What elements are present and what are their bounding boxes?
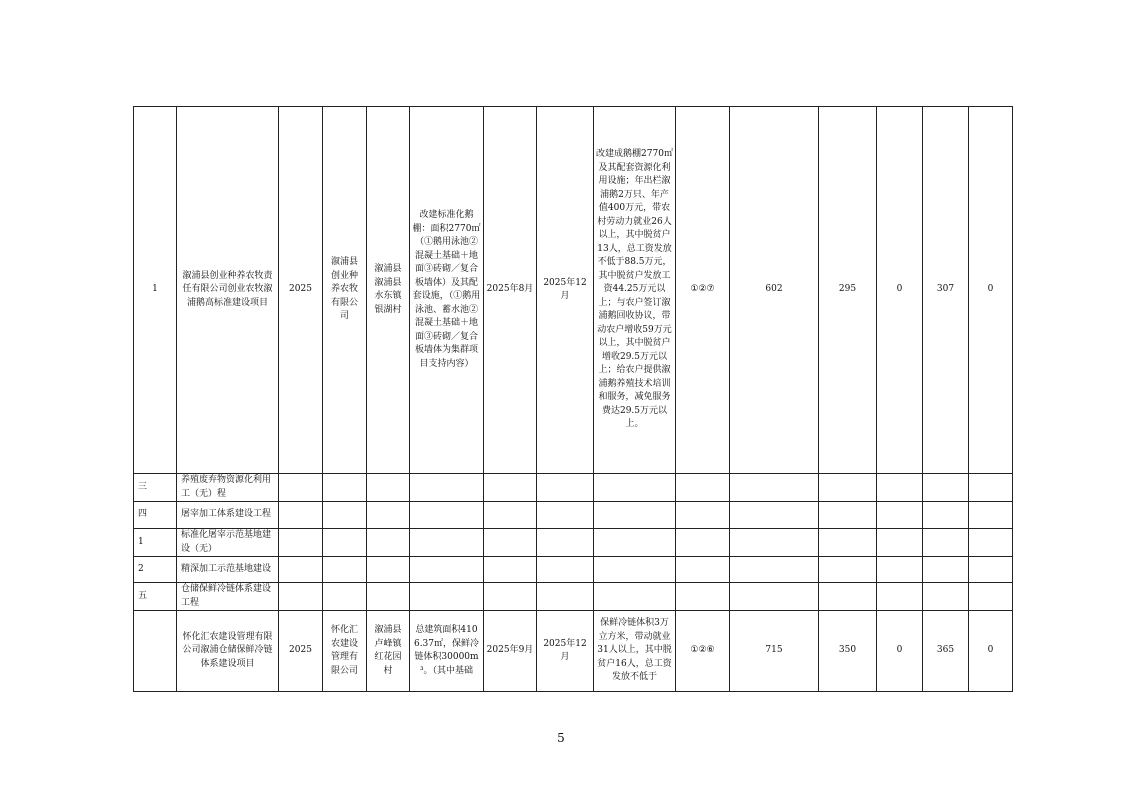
project-year: 2025 [279,107,323,474]
row-index: 三 [134,474,177,502]
project-year: 2025 [279,611,323,692]
page-number: 5 [557,731,565,745]
end-date: 2025年12月 [537,611,594,692]
implementing-company: 溆浦县创业种养农牧有限公司 [323,107,367,474]
fund-2: 0 [877,611,923,692]
fund-4: 0 [969,611,1013,692]
benefit-description: 保鲜冷链体积3万立方米，带动就业31人以上，其中脱贫户16人，总工资发放不低于 [594,611,676,692]
table-row [134,611,1013,692]
start-date: 2025年8月 [484,107,537,474]
fund-1: 295 [819,107,877,474]
benefit-description: 改建成鹅棚2770㎡及其配套资源化利用设施；年出栏溆浦鹅2万只、年产值400万元，带农村劳动力就业26人以上，其中脱贫户13人，总工资发放不低于88.5万元，其中脱贫户发放工资44.25万元以上；与农户签订溆浦鹅回收协议，带动农户增收59万元以上，其中脱贫户增收29.5万元以上；给农户提供溆浦鹅养殖技术培训和服务，减免服务费达29.5万元以上。 [594,107,676,474]
row-index: 五 [134,583,177,611]
project-location: 溆浦县溆浦县水东镇银湖村 [367,107,410,474]
row-index: 1 [134,529,177,557]
table-row [134,557,1013,583]
construction-content: 总建筑面积4106.37㎡，保鲜冷链体积30000m³。（其中基础 [410,611,484,692]
fund-4: 0 [969,107,1013,474]
section-title: 标准化屠宰示范基地建设（无） [177,529,279,557]
benefit-mechanism: ①②⑦ [676,107,730,474]
fund-2: 0 [877,107,923,474]
section-title: 养殖废弃物资源化利用工（无）程 [177,474,279,502]
project-name: 怀化汇农建设管理有限公司溆浦仓储保鲜冷链体系建设项目 [177,611,279,692]
implementing-company: 怀化汇农建设管理有限公司 [323,611,367,692]
fund-3: 365 [923,611,969,692]
row-index: 四 [134,502,177,529]
row-index: 1 [134,107,177,474]
project-name: 溆浦县创业种养农牧责任有限公司创业农牧溆浦鹅高标准建设项目 [177,107,279,474]
project-location: 溆浦县卢峰镇红花园村 [367,611,410,692]
table-row [134,107,1013,474]
end-date: 2025年12月 [537,107,594,474]
fund-3: 307 [923,107,969,474]
table-row [134,529,1013,557]
total-investment: 715 [730,611,819,692]
row-index: 2 [134,557,177,583]
project-table [133,106,1013,692]
start-date: 2025年9月 [484,611,537,692]
row-index [134,611,177,692]
section-title: 精深加工示范基地建设 [177,557,279,583]
total-investment: 602 [730,107,819,474]
table-row [134,474,1013,502]
table-row [134,583,1013,611]
section-title: 屠宰加工体系建设工程 [177,502,279,529]
section-title: 仓储保鲜冷链体系建设工程 [177,583,279,611]
fund-1: 350 [819,611,877,692]
table-row [134,502,1013,529]
benefit-mechanism: ①②⑥ [676,611,730,692]
construction-content: 改建标准化鹅棚：面积2770㎡（①鹅用泳池②混凝土基础＋地面③砖砌／复合板墙体）及其配套设施，（①鹅用泳池、蓄水池② 混凝土基础＋地面③砖砌／复合板墙体为集群项目支持内容） [410,107,484,474]
